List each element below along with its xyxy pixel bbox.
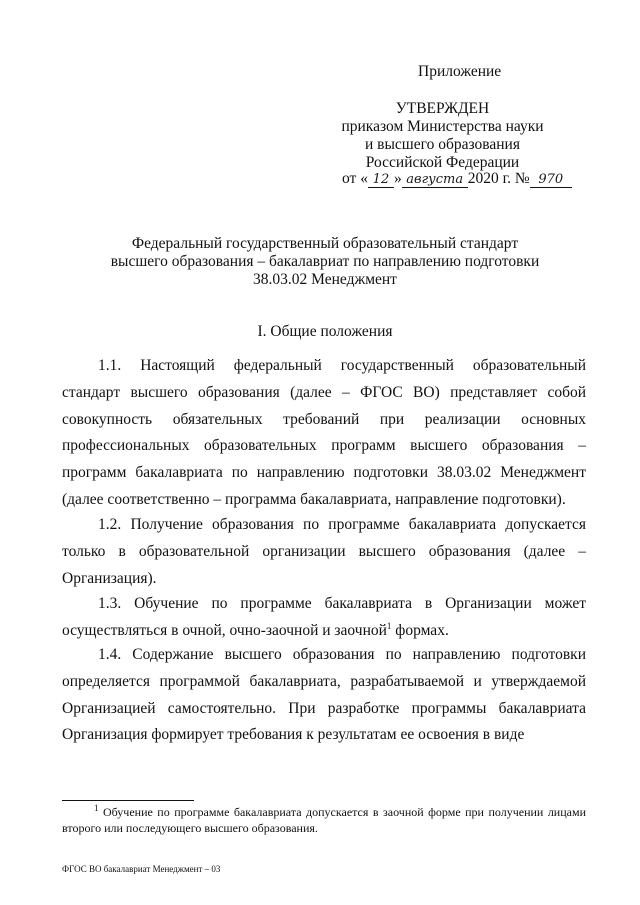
page-footer: ФГОС ВО бакалавриат Менеджмент – 03: [62, 864, 221, 874]
title-line-3: 38.03.02 Менеджмент: [253, 271, 397, 288]
paragraph-text: 1.2. Получение образования по программе бакалавриата допускается только в образовательной организации высшего образования (далее – Организация).: [62, 516, 586, 587]
approval-date-line: [342, 169, 572, 189]
footnote-divider: [62, 800, 194, 801]
date-mid: »: [393, 170, 402, 187]
paragraph-1-1: [62, 353, 586, 514]
section-heading: I. Общие положения: [257, 323, 393, 340]
footnote-mark: 1: [94, 803, 99, 813]
title-line-2: высшего образования – бакалавриат по направлению подготовки: [110, 253, 540, 270]
title-line-1: Федеральный государственный образовательный стандарт: [131, 235, 519, 252]
paragraph-text: 1.3. Обучение по программе бакалавриата в Организации может осуществляться в очной, очно-заочной и заочной: [62, 595, 586, 639]
date-year: 2020 г. №: [467, 170, 530, 187]
appendix-label: Приложение: [418, 63, 502, 80]
handwritten-month: августа: [402, 172, 468, 188]
paragraph-1-4: [62, 642, 586, 749]
paragraph-text: 1.4. Содержание высшего образования по направлению подготовки определяется программой бакалавриата, разрабатываемой и утверждаемой Организацией самостоятельно. При разработке программы бакалавриата Организация формирует требования к результатам ее освоения в виде: [62, 646, 586, 744]
approval-line-2: и высшего образования: [365, 136, 520, 153]
approval-stamp: УТВЕРЖДЕН: [395, 100, 490, 117]
approval-line-1: приказом Министерства науки: [341, 118, 544, 135]
handwritten-number: 970: [530, 172, 572, 188]
date-prefix: от «: [342, 170, 368, 187]
footnote-text: Обучение по программе бакалавриата допускается в заочной форме при получении лицами второго или последующего высшего образования.: [62, 805, 586, 835]
approval-line-3: Российской Федерации: [365, 154, 520, 171]
paragraph-text-end: формах.: [391, 621, 449, 639]
footnote-ref: 1: [386, 620, 392, 631]
footnote: [62, 804, 586, 836]
paragraph-1-3: [62, 591, 586, 645]
paragraph-text: 1.1. Настоящий федеральный государственный образовательный стандарт высшего образования (далее – ФГОС ВО) представляет собой совокупность обязательных требований при реализации основных профессиональных образовательных программ высшего образования – программ бакалавриата по направлению подготовки 38.03.02 Менеджмент (далее соответственно – программа бакалавриата, направление подготовки).: [62, 357, 586, 508]
handwritten-day: 12: [368, 172, 394, 188]
paragraph-1-2: [62, 512, 586, 592]
